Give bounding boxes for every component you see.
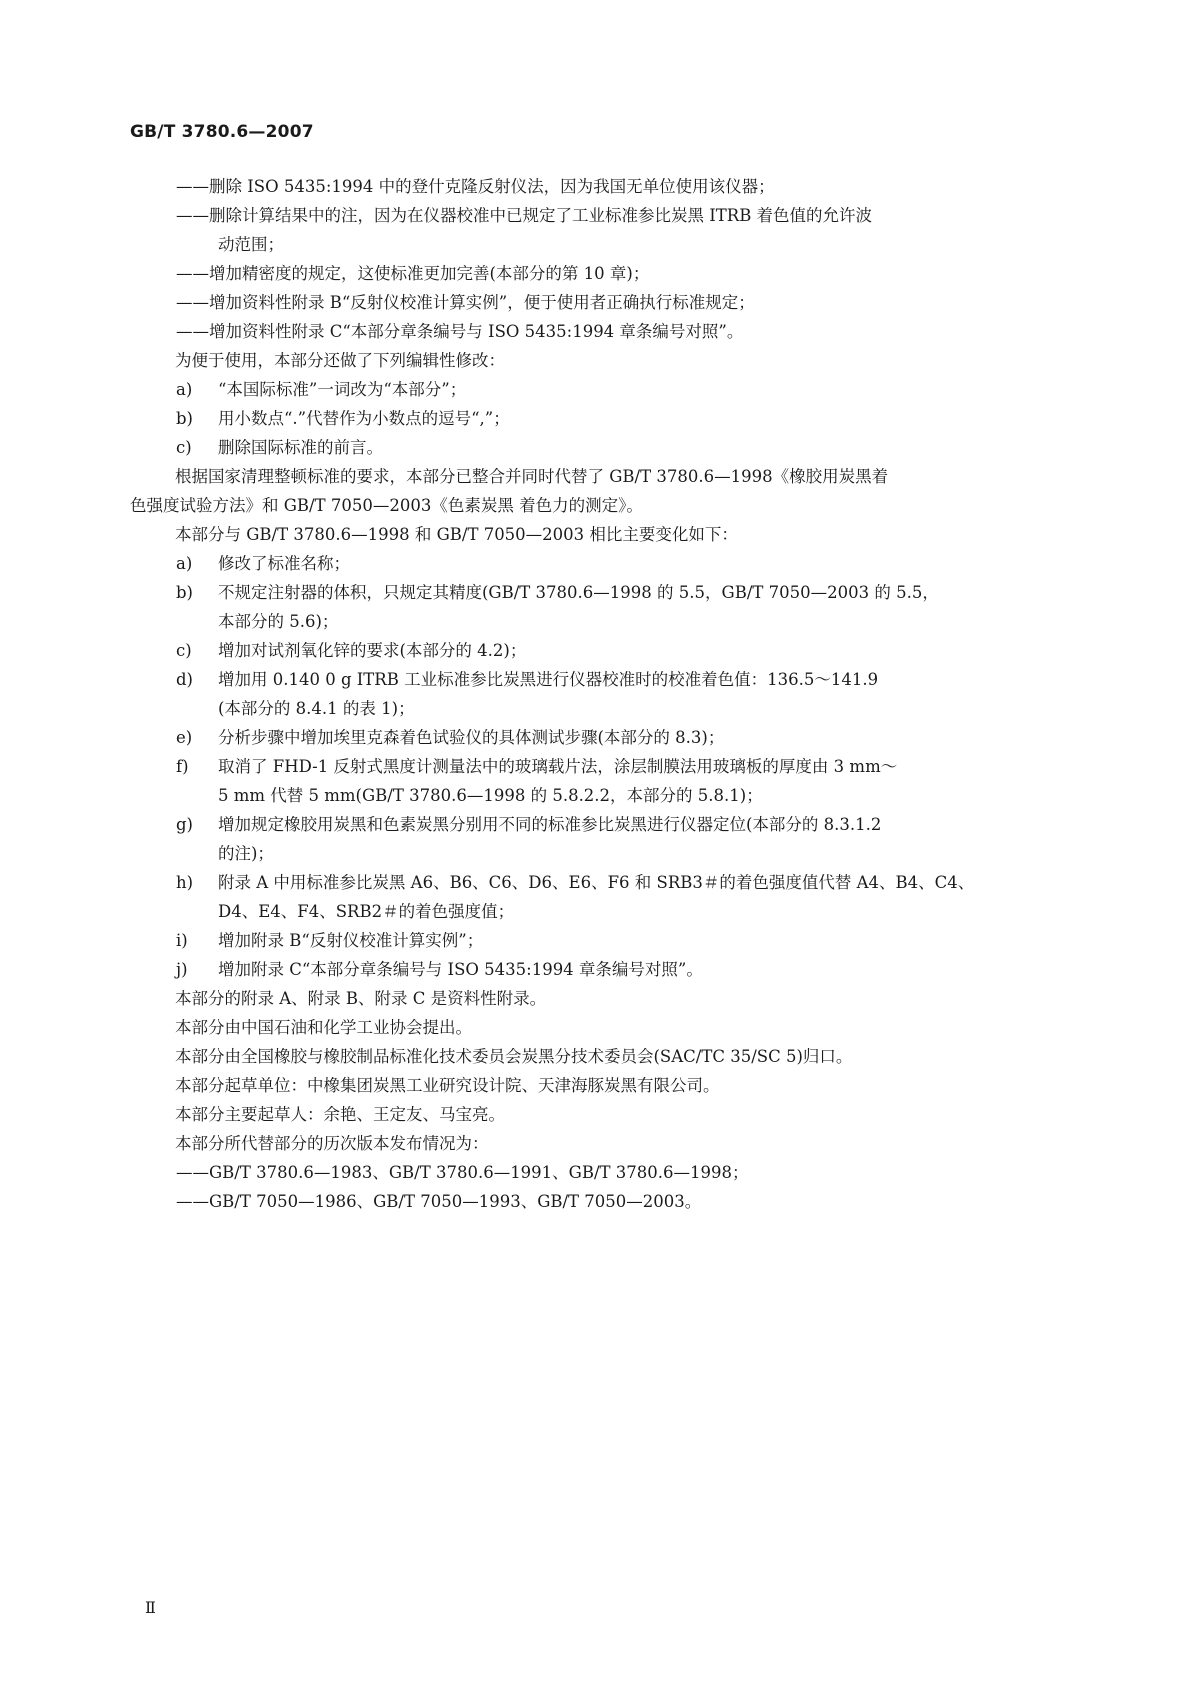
list-text: 用小数点“.”代替作为小数点的逗号“,”；	[218, 409, 510, 428]
change-item-continuation: D4、E4、F4、SRB2＃的着色强度值；	[218, 902, 515, 921]
list-marker: g)	[176, 815, 193, 834]
change-item	[176, 578, 1056, 607]
list-text: 增加附录 B“反射仪校准计算实例”；	[218, 931, 484, 950]
list-marker: a)	[176, 554, 193, 573]
change-item	[176, 636, 1056, 665]
foreword-body	[130, 172, 1056, 1216]
change-item	[176, 926, 1056, 955]
list-marker: j)	[176, 960, 188, 979]
change-item	[176, 665, 1056, 694]
history-item: ——GB/T 3780.6—1983、GB/T 3780.6—1991、GB/T 3780.6—1998；	[176, 1163, 749, 1182]
list-text: 增加附录 C“本部分章条编号与 ISO 5435:1994 章条编号对照”。	[218, 960, 703, 979]
dash-item: ——删除计算结果中的注，因为在仪器校准中已规定了工业标准参比炭黑 ITRB 着色值的允许波	[176, 206, 873, 225]
closing-paragraph: 本部分的附录 A、附录 B、附录 C 是资料性附录。	[175, 989, 547, 1008]
list-text: 增加用 0.140 0 g ITRB 工业标准参比炭黑进行仪器校准时的校准着色值：136.5～141.9	[218, 670, 879, 689]
replace-paragraph-line2: 色强度试验方法》和 GB/T 7050—2003《色素炭黑 着色力的测定》。	[130, 496, 643, 515]
change-item	[176, 752, 1056, 781]
edit-item	[176, 375, 1056, 404]
change-item	[176, 868, 1056, 897]
list-marker: c)	[176, 438, 192, 457]
dash-item: ——增加精密度的规定，这使标准更加完善(本部分的第 10 章)；	[176, 264, 650, 283]
edit-intro: 为便于使用，本部分还做了下列编辑性修改：	[175, 351, 505, 370]
list-marker: c)	[176, 641, 192, 660]
page-number: Ⅱ	[145, 1598, 156, 1617]
closing-paragraph: 本部分主要起草人：余艳、王定友、马宝亮。	[175, 1105, 505, 1124]
closing-paragraph: 本部分由中国石油和化学工业协会提出。	[175, 1018, 472, 1037]
list-text: 分析步骤中增加埃里克森着色试验仪的具体测试步骤(本部分的 8.3)；	[218, 728, 725, 747]
list-marker: f)	[176, 757, 189, 776]
list-marker: b)	[176, 409, 193, 428]
dash-item: ——增加资料性附录 C“本部分章条编号与 ISO 5435:1994 章条编号对照”。	[176, 322, 744, 341]
list-text: 附录 A 中用标准参比炭黑 A6、B6、C6、D6、E6、F6 和 SRB3＃的着色强度值代替 A4、B4、C4、	[218, 873, 975, 892]
list-marker: e)	[176, 728, 193, 747]
change-intro: 本部分与 GB/T 3780.6—1998 和 GB/T 7050—2003 相比主要变化如下：	[175, 525, 738, 544]
change-item	[176, 810, 1056, 839]
list-marker: a)	[176, 380, 193, 399]
list-text: “本国际标准”一词改为“本部分”；	[218, 380, 467, 399]
closing-paragraph: 本部分由全国橡胶与橡胶制品标准化技术委员会炭黑分技术委员会(SAC/TC 35/SC 5)归口。	[175, 1047, 853, 1066]
change-item-continuation: 本部分的 5.6)；	[218, 612, 339, 631]
replace-paragraph-line1: 根据国家清理整顿标准的要求，本部分已整合并同时代替了 GB/T 3780.6—1998《橡胶用炭黑着	[175, 467, 889, 486]
list-marker: h)	[176, 873, 194, 892]
change-item-continuation: (本部分的 8.4.1 的表 1)；	[218, 699, 415, 718]
standard-code: GB/T 3780.6—2007	[130, 122, 314, 142]
change-item	[176, 955, 1056, 984]
dash-item: ——增加资料性附录 B“反射仪校准计算实例”，便于使用者正确执行标准规定；	[176, 293, 755, 312]
change-item-continuation: 的注)；	[218, 844, 274, 863]
dash-item: ——删除 ISO 5435:1994 中的登什克隆反射仪法，因为我国无单位使用该仪器；	[176, 177, 775, 196]
change-item	[176, 723, 1056, 752]
list-marker: b)	[176, 583, 193, 602]
history-item: ——GB/T 7050—1986、GB/T 7050—1993、GB/T 7050—2003。	[176, 1192, 702, 1211]
dash-item-continuation: 动范围；	[218, 235, 284, 254]
list-text: 不规定注射器的体积，只规定其精度(GB/T 3780.6—1998 的 5.5，GB/T 7050—2003 的 5.5，	[218, 583, 939, 602]
closing-paragraph: 本部分起草单位：中橡集团炭黑工业研究设计院、天津海豚炭黑有限公司。	[175, 1076, 720, 1095]
list-text: 修改了标准名称；	[218, 554, 350, 573]
edit-item	[176, 404, 1056, 433]
edit-item	[176, 433, 1056, 462]
closing-paragraph: 本部分所代替部分的历次版本发布情况为：	[175, 1134, 489, 1153]
list-text: 增加规定橡胶用炭黑和色素炭黑分别用不同的标准参比炭黑进行仪器定位(本部分的 8.3.1.2	[218, 815, 882, 834]
change-item-continuation: 5 mm 代替 5 mm(GB/T 3780.6—1998 的 5.8.2.2，本部分的 5.8.1)；	[218, 786, 763, 805]
list-text: 删除国际标准的前言。	[218, 438, 383, 457]
list-text: 取消了 FHD-1 反射式黑度计测量法中的玻璃载片法，涂层制膜法用玻璃板的厚度由 3 mm～	[218, 757, 898, 776]
list-marker: d)	[176, 670, 193, 689]
list-marker: i)	[176, 931, 188, 950]
list-text: 增加对试剂氧化锌的要求(本部分的 4.2)；	[218, 641, 527, 660]
change-item	[176, 549, 1056, 578]
